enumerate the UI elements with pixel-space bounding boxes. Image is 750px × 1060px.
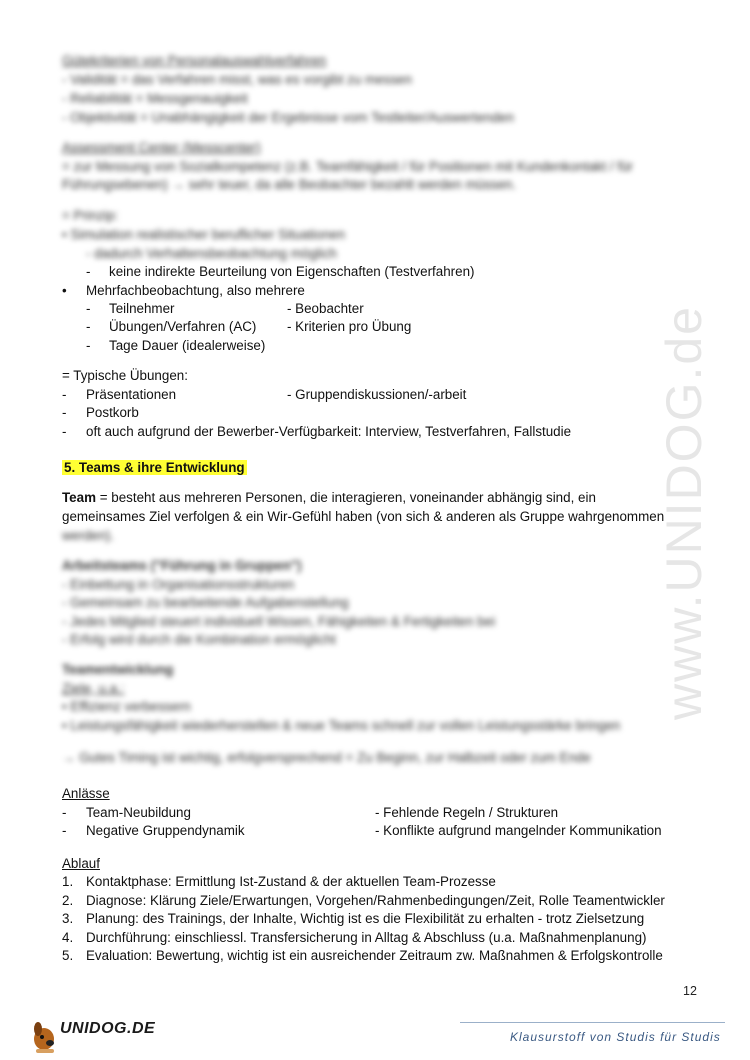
blurred-line: werden). (62, 528, 115, 543)
team-definition-line-1 (62, 489, 596, 507)
ac-item: - Kriterien pro Übung (287, 319, 412, 334)
ac-line: keine indirekte Beurteilung von Eigenschaften (Testverfahren) (109, 264, 475, 279)
ablauf-title: Ablauf (62, 856, 100, 871)
ac-dash: - (86, 319, 91, 334)
blurred-line: Führungsebenen) → sehr teuer, da alle Beobachter bezahlt werden müssen. (62, 177, 517, 192)
team-definition-text: = besteht aus mehreren Personen, die interagieren, voneinander abhängig sind, ein (96, 490, 596, 505)
ac-line: Mehrfachbeobachtung, also mehrere (86, 283, 305, 298)
watermark: www.UNIDOG.de (656, 305, 712, 720)
ablauf-num: 1. (62, 874, 74, 889)
uebungen-item: - Gruppendiskussionen/-arbeit (287, 387, 467, 402)
section-heading (62, 459, 247, 477)
blurred-line: - Objektivität = Unabhängigkeit der Ergebnisse vom Testleiter/Auswertenden (62, 110, 514, 125)
ac-dash: - (86, 338, 91, 353)
uebungen-item: Postkorb (86, 405, 139, 420)
ac-item: Teilnehmer (109, 301, 175, 316)
anlaesse-item: - Fehlende Regeln / Strukturen (375, 805, 559, 820)
anlaesse-dash: - (62, 823, 67, 838)
ablauf-step: Kontaktphase: Ermittlung Ist-Zustand & der aktuellen Team-Prozesse (86, 874, 496, 889)
blurred-line: → Gutes Timing ist wichtig, erfolgversprechend = Zu Beginn, zur Halbzeit oder zum Ende (62, 750, 591, 765)
uebungen-dash: - (62, 387, 67, 402)
uebungen-dash: - (62, 424, 67, 439)
uebungen-item: Präsentationen (86, 387, 177, 402)
ac-dash: - (86, 301, 91, 316)
ac-item: Tage Dauer (idealerweise) (109, 338, 266, 353)
team-term: Team (62, 490, 96, 505)
blurred-line: - Erfolg wird durch die Kombination ermöglicht (62, 632, 336, 647)
blurred-line: • Leistungsfähigkeit wiederherstellen & neue Teams schnell zur vollen Leistungsstärke bringen (62, 718, 621, 733)
ablauf-step: Durchführung: einschliessl. Transfersicherung in Alltag & Abschluss (u.a. Maßnahmenplanung) (86, 930, 647, 945)
blurred-line: • Effizienz verbessern (62, 699, 191, 714)
anlaesse-item: Team-Neubildung (86, 805, 191, 820)
blurred-line: = Prinzip: (62, 208, 119, 223)
team-definition-line-2: gemeinsames Ziel verfolgen & ein Wir-Gefühl haben (von sich & anderen als Gruppe wahrgenommen (62, 509, 665, 524)
anlaesse-item: - Konflikte aufgrund mangelnder Kommunikation (375, 823, 662, 838)
anlaesse-title: Anlässe (62, 786, 110, 801)
blurred-line: - Gemeinsam zu bearbeitende Aufgabenstellung (62, 595, 349, 610)
ablauf-step: Planung: des Trainings, der Inhalte, Wichtig ist es die Flexibilität zu erhalten - trotz Zielsetzung (86, 911, 645, 926)
blurred-line: - Einbettung in Organisationsstrukturen (62, 577, 295, 592)
section-heading-text: 5. Teams & ihre Entwicklung (64, 460, 245, 475)
uebungen-item: oft auch aufgrund der Bewerber-Verfügbarkeit: Interview, Testverfahren, Fallstudie (86, 424, 572, 439)
ablauf-num: 5. (62, 948, 74, 963)
blurred-line: - Jedes Mitglied steuert individuell Wissen, Fähigkeiten & Fertigkeiten bei (62, 614, 496, 629)
anlaesse-item: Negative Gruppendynamik (86, 823, 245, 838)
blurred-heading: Teamentwicklung (62, 662, 174, 677)
logo-text: UNIDOG.DE (60, 1020, 156, 1037)
page-number: 12 (683, 984, 697, 998)
ac-item: - Beobachter (287, 301, 364, 316)
blurred-heading: Assessment Center (Messcenter) (62, 140, 261, 155)
ac-dash: - (86, 264, 91, 279)
anlaesse-dash: - (62, 805, 67, 820)
ablauf-num: 3. (62, 911, 74, 926)
footer-divider (460, 1022, 725, 1023)
ablauf-num: 4. (62, 930, 74, 945)
ablauf-step: Evaluation: Bewertung, wichtig ist ein ausreichender Zeitraum zw. Maßnahmen & Erfolgskontrolle (86, 948, 663, 963)
blurred-line: • Simulation realistischer beruflicher Situationen (62, 227, 346, 242)
footer-slogan: Klausurstoff von Studis für Studis (510, 1030, 721, 1044)
blurred-line: - Reliabilität = Messgenauigkeit (62, 91, 248, 106)
ablauf-num: 2. (62, 893, 74, 908)
uebungen-title: = Typische Übungen: (62, 368, 188, 383)
blurred-heading: Arbeitsteams ("Führung in Gruppen") (62, 558, 302, 573)
ac-item: Übungen/Verfahren (AC) (109, 319, 257, 334)
blurred-line: - Validität = das Verfahren misst, was es vorgibt zu messen (62, 72, 412, 87)
ablauf-step: Diagnose: Klärung Ziele/Erwartungen, Vorgehen/Rahmenbedingungen/Zeit, Rolle Teamentwickler (86, 893, 665, 908)
uebungen-dash: - (62, 405, 67, 420)
blurred-heading: Gütekriterien von Personalauswahlverfahren (62, 53, 327, 68)
blurred-line: - dadurch Verhaltensbeobachtung möglich (86, 246, 337, 261)
bullet: • (62, 283, 67, 298)
blurred-heading: Ziele, u.a.: (62, 681, 125, 696)
blurred-line: = zur Messung von Sozialkompetenz (z.B. Teamfähigkeit / für Positionen mit Kundenkontakt / für (62, 159, 634, 174)
